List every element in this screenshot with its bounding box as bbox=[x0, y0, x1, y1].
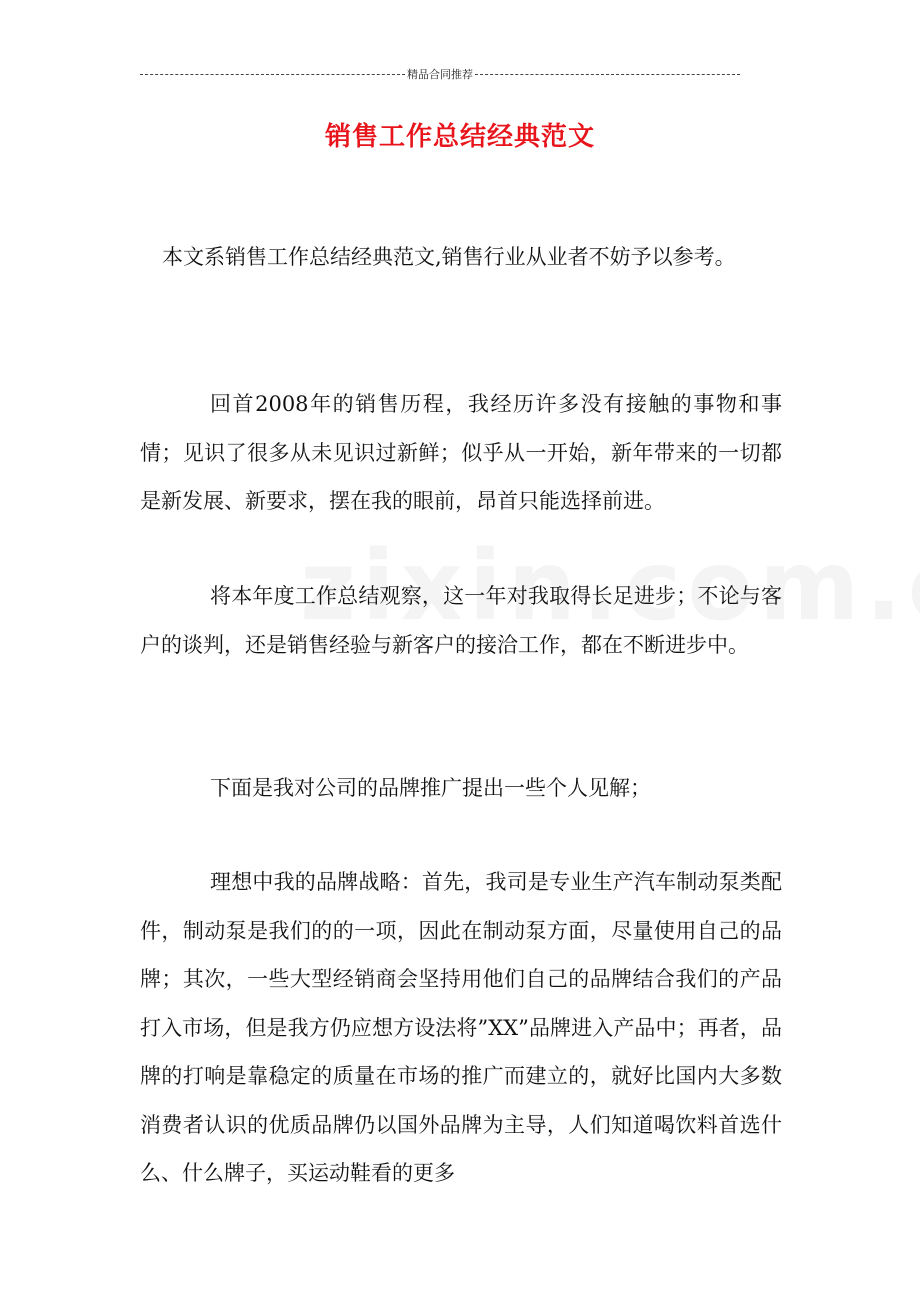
intro-paragraph: 本文系销售工作总结经典范文,销售行业从业者不妨予以参考。 bbox=[162, 245, 736, 269]
header-dash-right bbox=[475, 74, 740, 75]
body-paragraph-3: 下面是我对公司的品牌推广提出一些个人见解； bbox=[210, 776, 651, 800]
body-paragraph-1: 回首2008年的销售历程，我经历许多没有接触的事物和事情；见识了很多从未见识过新鲜；似乎从一开始，新年带来的一切都是新发展、新要求，摆在我的眼前，昂首只能选择前进。 bbox=[140, 392, 782, 513]
header-label: 精品合同推荐 bbox=[407, 68, 473, 81]
page-header bbox=[140, 66, 740, 82]
body-paragraph-4: 理想中我的品牌战略：首先，我司是专业生产汽车制动泵类配件，制动泵是我们的的一项，因此在制动泵方面，尽量使用自己的品牌；其次，一些大型经销商会坚持用他们自己的品牌结合我们的产品打入市场，但是我方仍应想方设法将”XX”品牌进入产品中；再者，品牌的打响是靠稳定的质量在市场的推广而建立的，就好比国内大多数消费者认识的优质品牌仍以国外品牌为主导，人们知道喝饮料首选什么、什么牌子，买运动鞋看的更多 bbox=[140, 870, 782, 1185]
body-paragraph-2: 将本年度工作总结观察，这一年对我取得长足进步；不论与客户的谈判，还是销售经验与新客户的接洽工作，都在不断进步中。 bbox=[140, 584, 782, 657]
header-dash-left bbox=[140, 74, 405, 75]
document-title: 销售工作总结经典范文 bbox=[324, 122, 595, 152]
